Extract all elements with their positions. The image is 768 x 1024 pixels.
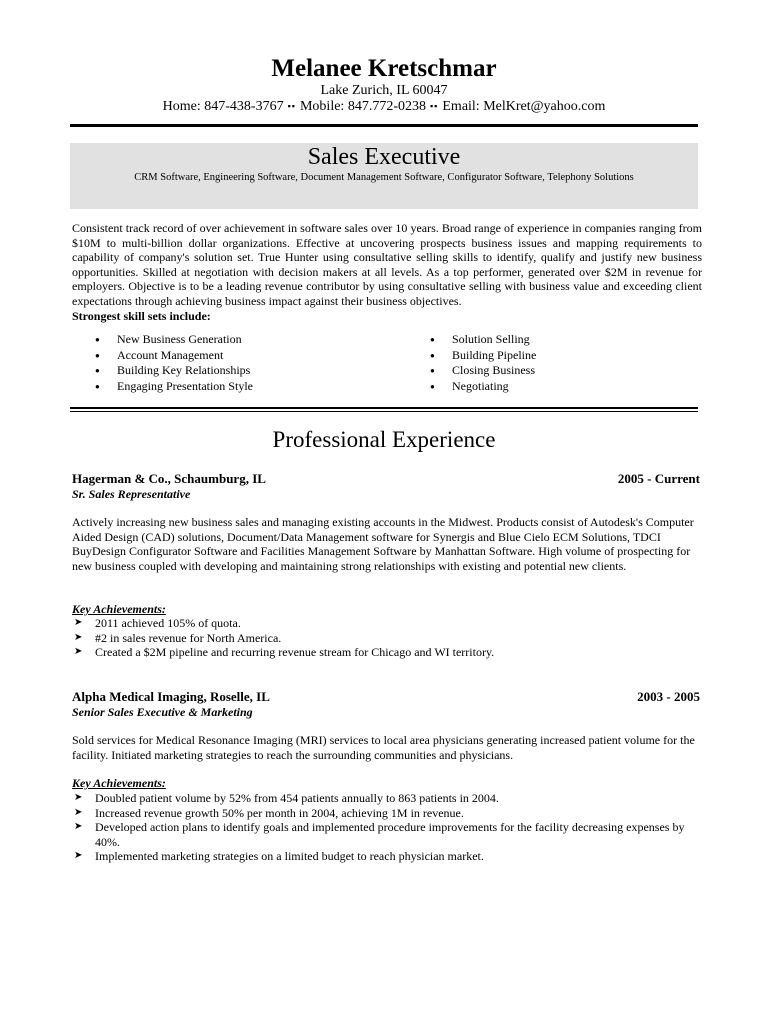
list-item: ➤ Increased revenue growth 50% per month in 2004, achieving 1M in revenue. xyxy=(72,806,702,821)
email-address: Email: MelKret@yahoo.com xyxy=(442,99,606,114)
list-item: ➤ #2 in sales revenue for North America. xyxy=(72,631,702,646)
summary-paragraph xyxy=(72,221,702,323)
header-divider xyxy=(70,124,698,127)
list-item: ➤ Developed action plans to identify goals and implemented procedure improvements for the facility decreasing expenses by 40%. xyxy=(72,820,702,849)
contact-line xyxy=(0,99,768,115)
key-achievements-text: Key Achievements xyxy=(72,776,162,790)
banner-subtitle: CRM Software, Engineering Software, Document Management Software, Configurator Software, Telephony Solutions xyxy=(134,172,634,183)
home-phone: Home: 847-438-3767 xyxy=(162,99,284,114)
list-item: ➤ Created a $2M pipeline and recurring revenue stream for Chicago and WI territory. xyxy=(72,645,702,660)
job-dates: 2005 - Current xyxy=(617,471,700,486)
list-item: ● Engaging Presentation Style xyxy=(95,379,253,395)
contact-separator: ▪▪ xyxy=(429,101,439,111)
mobile-phone: Mobile: 847.772-0238 xyxy=(299,99,426,114)
key-achievements-text: Key Achievements xyxy=(72,602,162,616)
job-company: Alpha Medical Imaging, Roselle, IL xyxy=(72,689,270,704)
list-item: ➤ 2011 achieved 105% of quota. xyxy=(72,616,702,631)
achievements-list xyxy=(72,791,702,864)
list-item: ➤ Doubled patient volume by 52% from 454 patients annually to 863 patients in 2004. xyxy=(72,791,702,806)
skills-list-left xyxy=(95,332,253,394)
banner-title: Sales Executive xyxy=(307,144,461,170)
job-dates: 2003 - 2005 xyxy=(637,689,700,704)
contact-separator: ▪▪ xyxy=(287,101,296,111)
key-achievements-label: Key Achievements: xyxy=(72,602,166,616)
list-item: ● Building Pipeline xyxy=(430,348,536,364)
section-divider xyxy=(70,407,698,409)
section-title: Professional Experience xyxy=(272,427,496,452)
list-item: ● Closing Business xyxy=(430,363,536,379)
skills-list-right xyxy=(430,332,536,394)
section-divider xyxy=(70,411,698,412)
job-company: Hagerman & Co., Schaumburg, IL xyxy=(72,471,266,486)
candidate-name: Melanee Kretschmar xyxy=(271,55,497,82)
key-achievements-label: Key Achievements: xyxy=(72,776,166,790)
list-item: ● New Business Generation xyxy=(95,332,253,348)
skills-lead: Strongest skill sets include: xyxy=(72,308,211,323)
job-title: Sr. Sales Representative xyxy=(72,487,191,501)
list-item: ● Account Management xyxy=(95,348,253,364)
list-item: ● Negotiating xyxy=(430,379,536,395)
job-description: Actively increasing new business sales and managing existing accounts in the Midwest. Products consist of Autodesk's Computer Aided Design (CAD) solutions, Document/Data Management software for Synergis and Blue Cielo ECM Solutions, TDCI BuyDesign Configurator Software and Facilities Management Software by Manhattan Software. High volume of prospecting for new business coupled with developing and maintaining strong relationships with existing and potential new clients. xyxy=(72,515,694,573)
candidate-address: Lake Zurich, IL 60047 xyxy=(320,83,448,98)
list-item: ● Solution Selling xyxy=(430,332,536,348)
list-item: ➤ Implemented marketing strategies on a limited budget to reach physician market. xyxy=(72,849,702,864)
achievements-list xyxy=(72,616,702,660)
summary-text: Consistent track record of over achievement in software sales over 10 years. Broad range of experience in companies ranging from $10M to multi-billion dollar organizations. Effective at uncovering prospects business issues and mapping requirements to capability of company's solution set. True Hunter using consultative selling skills to identify, qualify and justify new business opportunities. Skilled at negotiation with decision makers at all levels. As a top performer, generated over $2M in revenue for employers. Objective is to be a leading revenue contributor by using consultative selling with business value and exceeding client expectations through achieving business impact against their business objectives. xyxy=(72,221,702,308)
list-item: ● Building Key Relationships xyxy=(95,363,253,379)
job-title: Senior Sales Executive & Marketing xyxy=(72,705,253,719)
job-description: Sold services for Medical Resonance Imaging (MRI) services to local area physicians generating increased patient volume for the facility. Initiated marketing strategies to reach the surrounding communities and physicians. xyxy=(72,733,695,762)
